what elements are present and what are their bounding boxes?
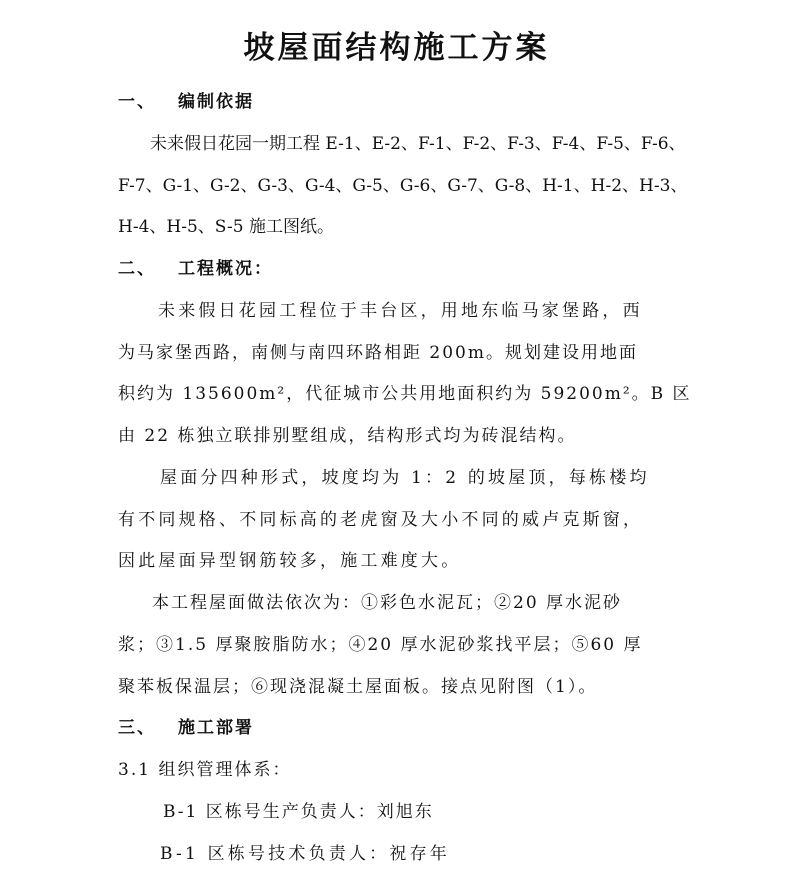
section-title: 编制依据 — [178, 92, 254, 112]
paragraph-line: 为马家堡西路，南侧与南四环路相距 200m。规划建设用地面 — [118, 343, 638, 363]
paragraph-line: 积约为 135600m²，代征城市公共用地面积约为 59200m²。B 区 — [118, 384, 692, 404]
paragraph-line: F-7、G-1、G-2、G-3、G-4、G-5、G-6、G-7、G-8、H-1、H-2、H-3、 — [118, 176, 688, 196]
paragraph-line: 浆；③1.5 厚聚胺脂防水；④20 厚水泥砂浆找平层；⑤60 厚 — [118, 635, 643, 655]
paragraph-line: 未来假日花园工程位于丰台区，用地东临马家堡路，西 — [158, 301, 643, 321]
subsection-heading: 3.1 组织管理体系： — [118, 760, 292, 780]
paragraph-line: 本工程屋面做法依次为：①彩色水泥瓦；②20 厚水泥砂 — [152, 593, 623, 613]
document-title: 坡屋面结构施工方案 — [243, 30, 550, 66]
section-title: 施工部署 — [178, 718, 254, 738]
section-title: 工程概况： — [178, 259, 273, 279]
section-heading-1 — [118, 90, 254, 114]
paragraph-line: 未来假日花园一期工程 E-1、E-2、F-1、F-2、F-3、F-4、F-5、F-6、 — [150, 134, 686, 154]
section-number: 一、 — [118, 92, 156, 112]
section-number: 三、 — [118, 718, 156, 738]
paragraph-line: B-1 区栋号技术负责人：祝存年 — [160, 844, 450, 864]
paragraph-line: 聚苯板保温层；⑥现浇混凝土屋面板。接点见附图（1）。 — [118, 677, 598, 697]
section-number: 二、 — [118, 259, 156, 279]
paragraph-line: 有不同规格、不同标高的老虎窗及大小不同的威卢克斯窗， — [118, 510, 644, 530]
section-heading-2 — [118, 257, 273, 281]
paragraph-line: 由 22 栋独立联排别墅组成，结构形式均为砖混结构。 — [118, 426, 577, 446]
paragraph-line: H-4、H-5、S-5 施工图纸。 — [118, 217, 335, 237]
section-heading-3 — [118, 716, 254, 740]
paragraph-line: 屋面分四种形式，坡度均为 1：2 的坡屋顶，每栋楼均 — [160, 468, 650, 488]
paragraph-line: B-1 区栋号生产负责人：刘旭东 — [163, 802, 434, 822]
paragraph-line: 因此屋面异型钢筋较多，施工难度大。 — [118, 551, 462, 571]
